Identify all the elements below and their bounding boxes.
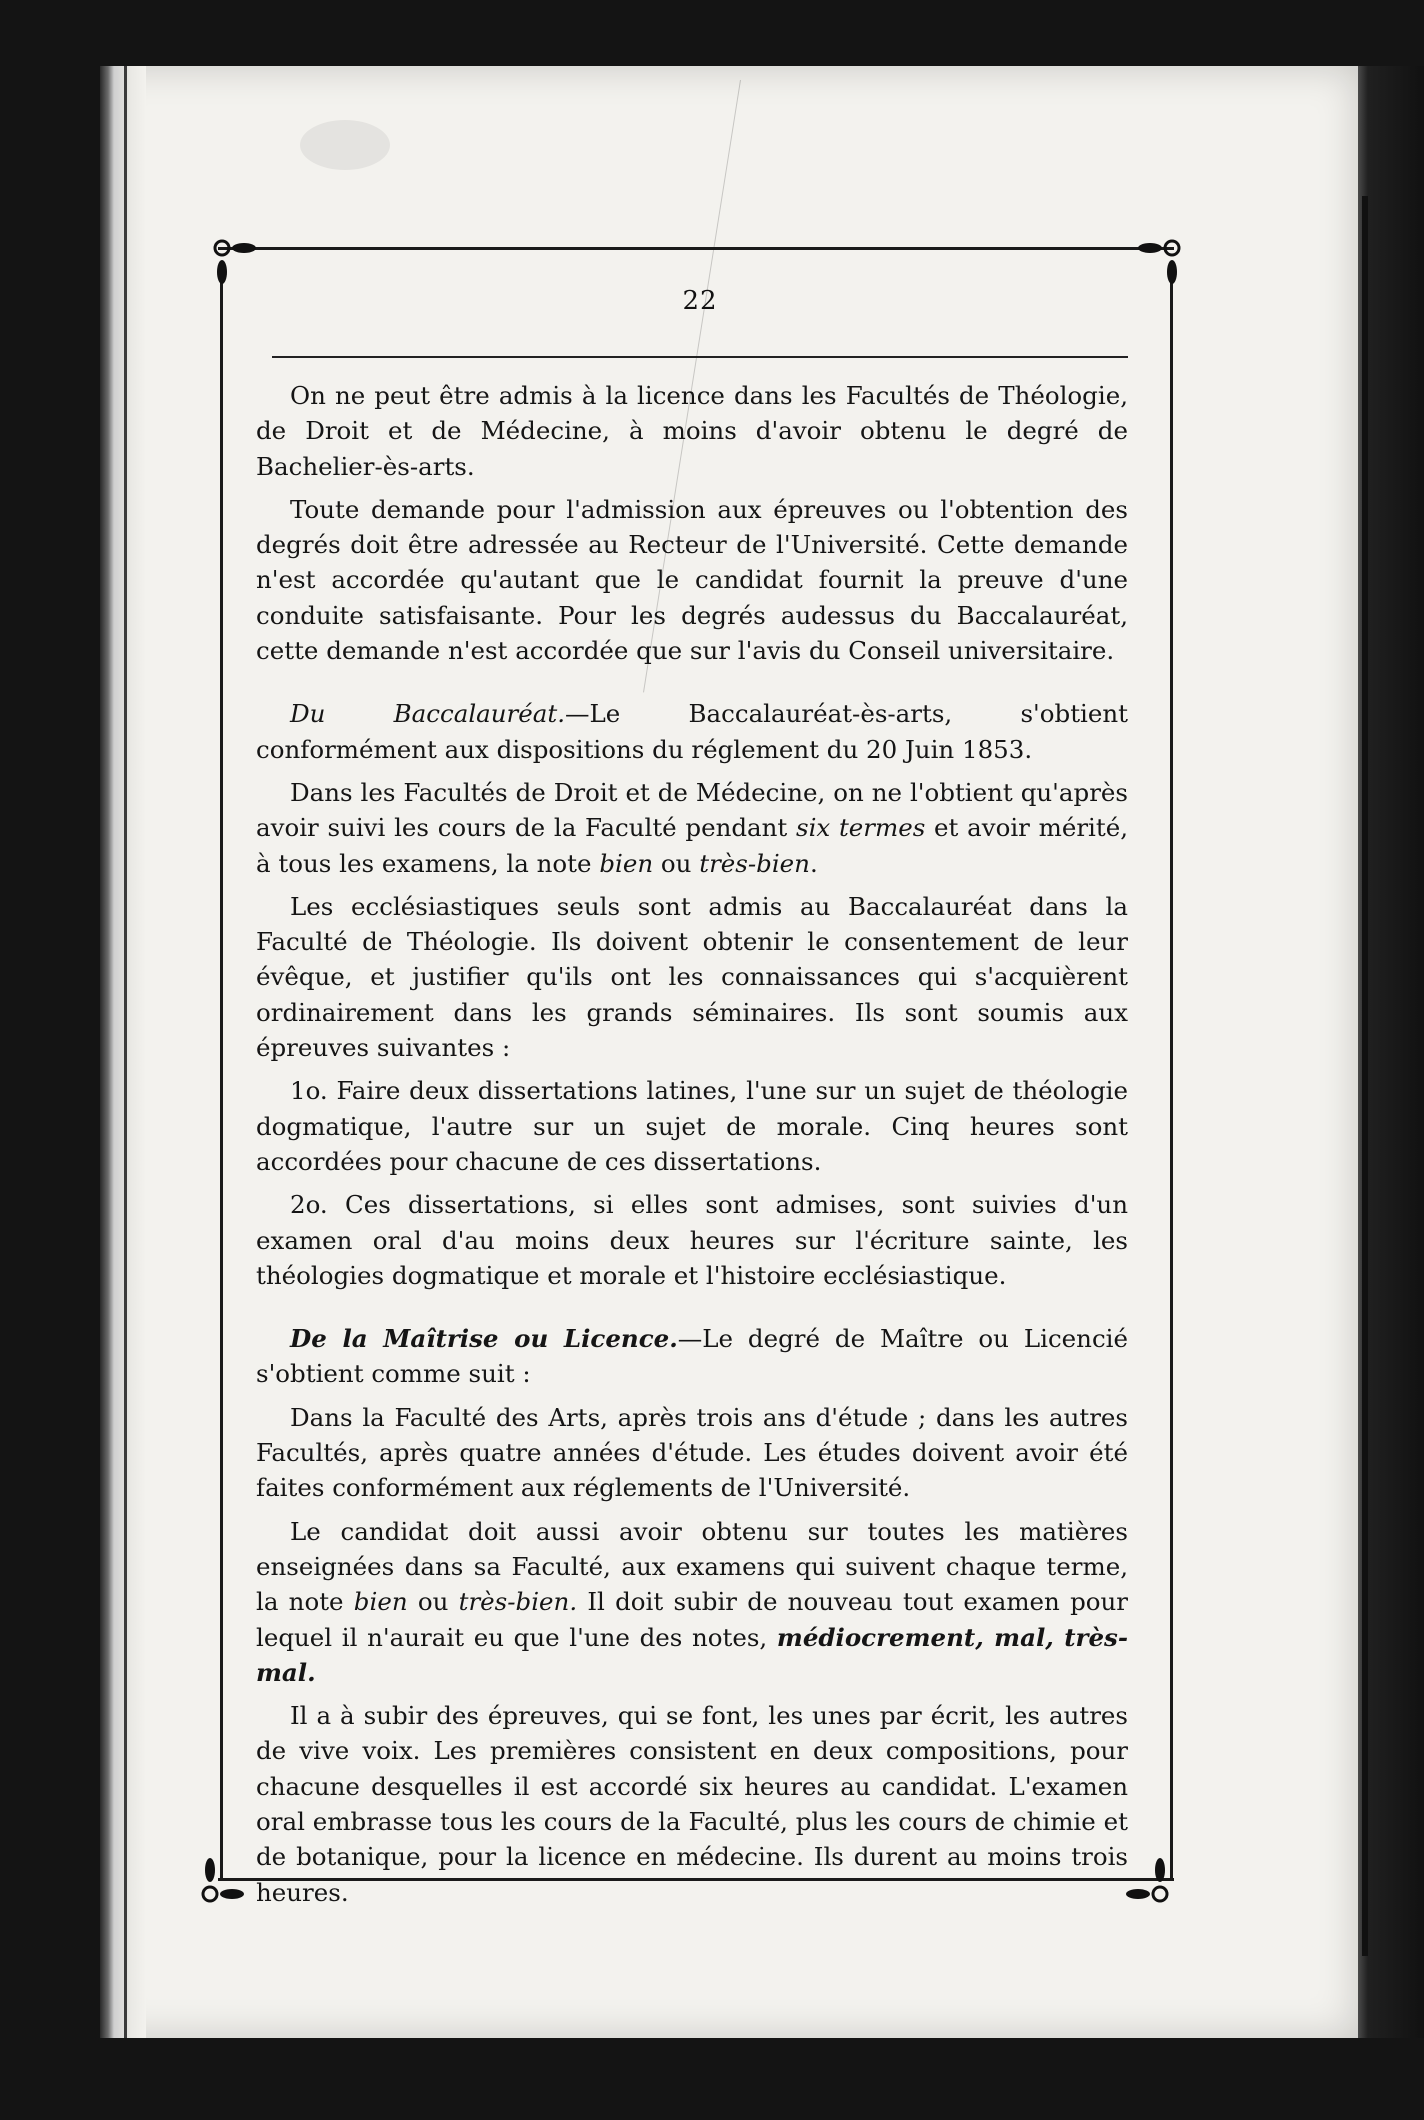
paragraph-text: 2o. Ces dissertations, si elles sont admises, sont suivies d'un examen oral d'au moins deux heures sur l'écriture sainte, les théologies dogmatique et morale et l'histoire ecclésiastique. — [256, 1190, 1128, 1290]
paragraph — [256, 378, 1128, 484]
page-number: 22 — [682, 286, 718, 316]
italic-term: bien — [599, 848, 654, 878]
paper-smudge — [300, 120, 390, 170]
binding-edge — [100, 66, 146, 2038]
paragraph-text: On ne peut être admis à la licence dans les Facultés de Théologie, de Droit et de Médecine, à moins d'avoir obtenu le degré de Bachelier-ès-arts. — [256, 381, 1128, 481]
section-heading: Du Baccalauréat. — [290, 699, 565, 729]
section-paragraph — [256, 1321, 1128, 1392]
section-heading: De la Maîtrise ou Licence. — [290, 1324, 678, 1354]
paragraph — [256, 775, 1128, 881]
italic-term: très-bien. — [458, 1587, 578, 1617]
frame-left-rule — [220, 280, 223, 1880]
section-paragraph — [256, 696, 1128, 767]
paragraph — [256, 1400, 1128, 1506]
paragraph-text: Il doit subir de nouveau tout examen pour lequel il n'aurait eu que l'une des notes, — [256, 1587, 1128, 1652]
paragraph-text: Les ecclésiastiques seuls sont admis au Baccalauréat dans la Faculté de Théologie. Ils doivent obtenir le consentement de leur évêque, et justifier qu'ils ont les connaissances qui s'acquièrent ordinairement dans les grands séminaires. Ils sont soumis aux épreuves suivantes : — [256, 891, 1128, 1063]
paragraph-text: Il a à subir des épreuves, qui se font, les unes par écrit, les autres de vive voix. Les premières consistent en deux compositions, pour chacune desquelles il est accordé six heures au candidat. L'examen oral embrasse tous les cours de la Faculté, plus les cours de chimie et de botanique, pour la licence en médecine. Ils durent au moins trois heures. — [256, 1701, 1128, 1907]
paragraph-text: Dans la Faculté des Arts, après trois ans d'étude ; dans les autres Facultés, après quatre années d'étude. Les études doivent avoir été faites conformément aux réglements de l'Université. — [256, 1402, 1128, 1503]
frame-top-rule — [218, 247, 1174, 250]
paragraph-text: Le candidat doit aussi avoir obtenu sur toutes les matières enseignées dans sa Faculté, aux examens qui suivent chaque terme, la note — [256, 1516, 1128, 1617]
italic-term: six termes — [796, 813, 926, 843]
binding-line — [124, 66, 127, 2038]
paragraph-text: —Le Baccalauréat-ès-arts, s'obtient conformément aux dispositions du réglement du 20 Juin 1853. — [256, 699, 1128, 764]
paragraph-text: ou — [653, 848, 700, 878]
paragraph-text: Dans les Facultés de Droit et de Médecine, on ne l'obtient qu'après avoir suivi les cours de la Faculté pendant — [256, 777, 1128, 843]
header-rule — [272, 356, 1128, 358]
paragraph-text: —Le degré de Maître ou Licencié s'obtient comme suit : — [256, 1324, 1129, 1389]
paragraph-text: . — [809, 848, 818, 878]
corner-ornament-icon — [1126, 234, 1186, 294]
italic-term: médiocrement, mal, très-mal. — [256, 1622, 1128, 1687]
body-text — [256, 378, 1128, 1918]
paragraph — [256, 1698, 1128, 1910]
paragraph-text: 1o. Faire deux dissertations latines, l'une sur un sujet de théologie dogmatique, l'autre sur un sujet de morale. Cinq heures sont accordées pour chacune de ces dissertations. — [256, 1076, 1128, 1176]
paragraph-text: Toute demande pour l'admission aux épreuves ou l'obtention des degrés doit être adressée au Recteur de l'Université. Cette demande n'est accordée qu'autant que le candidat fournit la preuve d'une conduite satisfaisante. Pour les degrés audessus du Baccalauréat, cette demande n'est accordée que sur l'avis du Conseil universitaire. — [256, 494, 1128, 666]
facing-page-rule — [1362, 196, 1368, 1956]
italic-term: bien — [353, 1587, 408, 1617]
paragraph — [256, 1514, 1128, 1690]
paragraph — [256, 492, 1128, 668]
paragraph-text: ou — [407, 1587, 459, 1617]
paragraph-text: et avoir mérité, à tous les examens, la note — [256, 813, 1129, 878]
corner-ornament-icon — [208, 234, 268, 294]
paragraph — [256, 1073, 1128, 1179]
paragraph — [256, 1187, 1128, 1293]
paragraph — [256, 889, 1128, 1065]
frame-right-rule — [1170, 280, 1173, 1880]
corner-ornament-icon — [196, 1848, 256, 1908]
italic-term: très-bien — [699, 848, 810, 878]
